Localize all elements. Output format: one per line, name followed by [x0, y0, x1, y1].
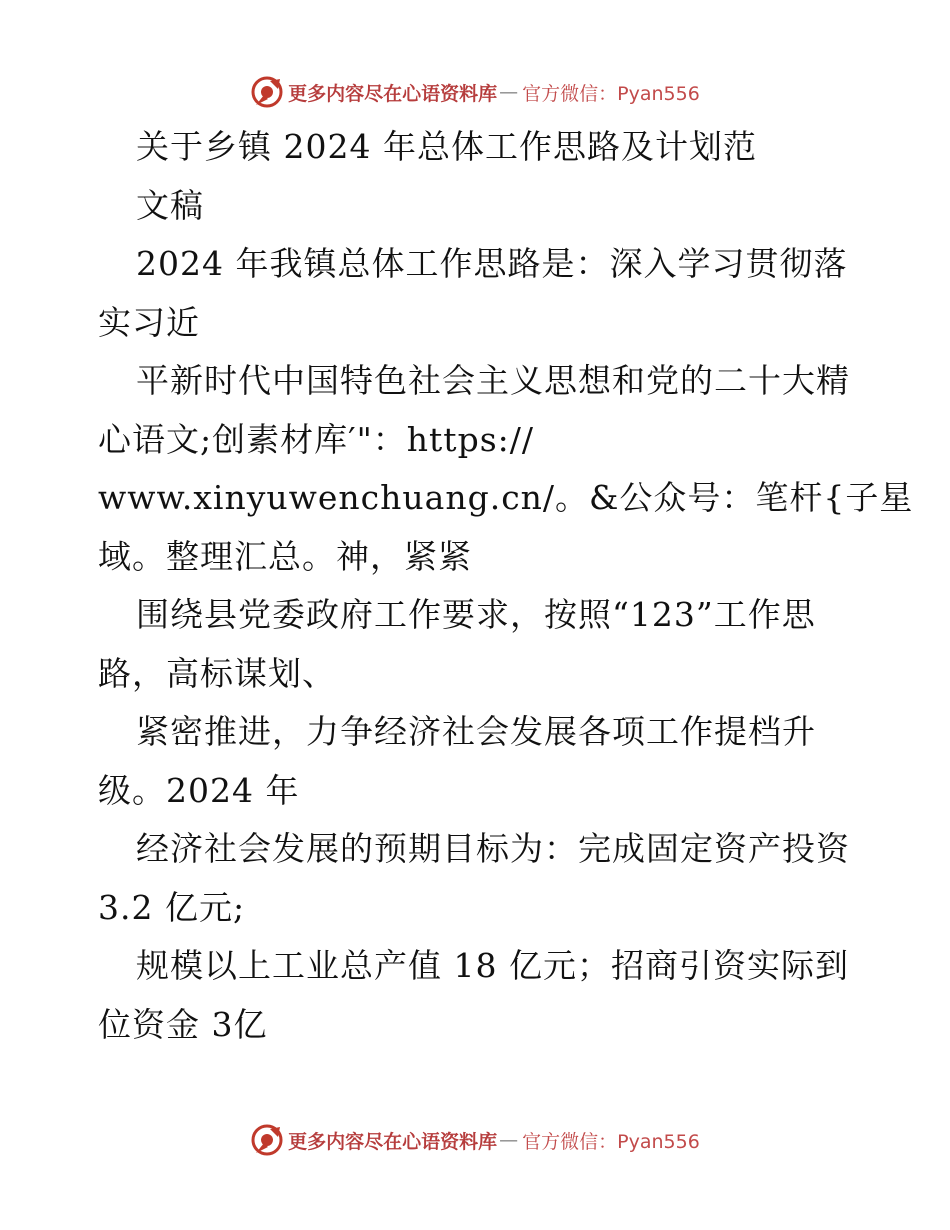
doc-paragraph-line: www.xinyuwenchuang.cn/。&公众号：笔杆{子星 [98, 478, 914, 517]
doc-title-line-1: 关于乡镇 2024 年总体工作思路及计划范 [136, 127, 757, 166]
doc-paragraph-line: 紧密推进，力争经济社会发展各项工作提档升 [136, 712, 816, 751]
doc-paragraph-line: 2024 年我镇总体工作思路是：深入学习贯彻落 [136, 244, 848, 283]
bottom-watermark-banner [0, 1120, 950, 1160]
top-watermark-banner [0, 72, 950, 112]
doc-paragraph-line: 心语文;创素材库′"：https:// [98, 419, 534, 459]
doc-title-line-2: 文稿 [136, 185, 204, 225]
doc-paragraph-line: 域。整理汇总。神，紧紧 [98, 536, 472, 576]
watermark-title: 更多内容尽在心语资料库 [288, 1130, 498, 1153]
pen-logo-icon [250, 75, 284, 109]
doc-paragraph-line: 规模以上工业总产值 18 亿元；招商引资实际到 [136, 946, 849, 985]
doc-paragraph-line: 3.2 亿元; [98, 887, 246, 927]
doc-paragraph-line: 级。2024 年 [98, 770, 300, 810]
doc-paragraph-line: 路，高标谋划、 [98, 653, 336, 693]
doc-paragraph-line: 位资金 3亿 [98, 1004, 268, 1044]
doc-paragraph-line: 围绕县党委政府工作要求，按照“123”工作思 [136, 595, 816, 634]
watermark-dash: — [499, 81, 519, 103]
watermark-contact: 官方微信：Pyan556 [522, 1130, 700, 1153]
document-body [98, 118, 914, 1054]
doc-paragraph-line: 平新时代中国特色社会主义思想和党的二十大精 [136, 361, 850, 400]
doc-paragraph-line: 经济社会发展的预期目标为：完成固定资产投资 [136, 829, 850, 868]
pen-logo-icon [250, 1123, 284, 1157]
watermark-dash: — [499, 1129, 519, 1151]
watermark-contact: 官方微信：Pyan556 [522, 82, 700, 105]
watermark-title: 更多内容尽在心语资料库 [288, 82, 498, 105]
doc-paragraph-line: 实习近 [98, 302, 200, 342]
